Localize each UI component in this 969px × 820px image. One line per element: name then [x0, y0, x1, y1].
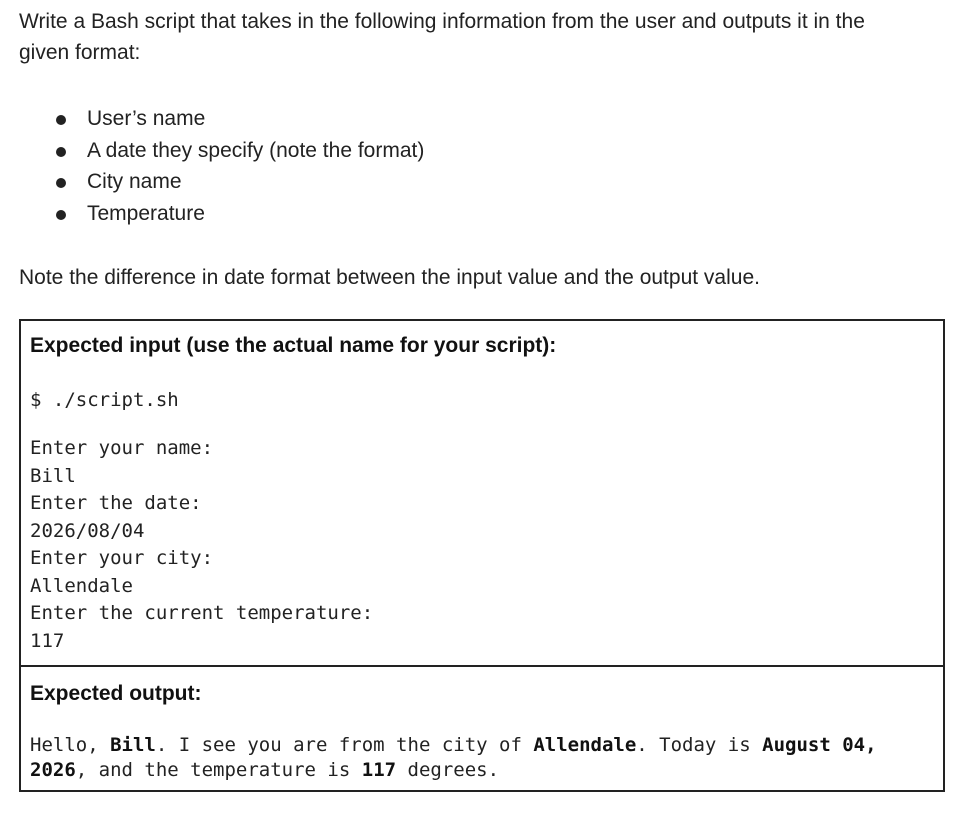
list-item-label: Temperature: [87, 201, 205, 225]
output-name: Bill: [110, 734, 156, 756]
intro-paragraph: Write a Bash script that takes in the following information from the user and outputs it in the given format:: [19, 10, 865, 64]
prompt-line: Enter the date:: [30, 492, 202, 514]
output-text: [30, 733, 930, 783]
prompt-line: Enter your name:: [30, 437, 214, 459]
output-temperature: 117: [361, 759, 397, 781]
input-line: Allendale: [30, 574, 133, 597]
output-fragment: . I see you are from the city of: [155, 734, 534, 756]
assignment-document: [19, 0, 943, 293]
list-item: [19, 198, 943, 230]
bullet-icon: [56, 178, 66, 188]
list-item: [19, 103, 943, 135]
output-fragment: degrees.: [396, 759, 500, 781]
input-line: 2026/08/04: [30, 519, 145, 542]
bullet-icon: [56, 147, 66, 157]
note-paragraph: Note the difference in date format between the input value and the output value.: [19, 266, 760, 290]
prompt-line: Enter your city:: [30, 547, 214, 569]
output-date: August 04, 2026: [30, 734, 877, 781]
output-fragment: . Today is: [636, 734, 763, 756]
bullet-icon: [56, 115, 66, 125]
output-city: Allendale: [533, 734, 637, 756]
terminal-session: [30, 435, 373, 655]
list-item-label: User’s name: [87, 107, 206, 130]
expected-input-section: [21, 321, 943, 667]
requirements-list: [19, 103, 943, 229]
command-line: $ ./script.sh: [30, 389, 179, 411]
bullet-icon: [56, 210, 66, 220]
list-item: [19, 166, 943, 198]
input-line: 117: [30, 629, 65, 652]
output-fragment: Hello,: [30, 734, 111, 756]
list-item-label: A date they specify (note the format): [87, 138, 425, 162]
expected-output-heading: Expected output:: [30, 682, 202, 705]
prompt-line: Enter the current temperature:: [30, 602, 374, 624]
list-item: [19, 135, 943, 167]
example-table: [19, 319, 945, 792]
output-fragment: , and the temperature is: [75, 759, 362, 781]
list-item-label: City name: [87, 170, 182, 194]
input-line: Bill: [30, 464, 76, 487]
expected-input-heading: Expected input (use the actual name for your script):: [30, 334, 557, 357]
expected-output-section: [21, 667, 943, 790]
